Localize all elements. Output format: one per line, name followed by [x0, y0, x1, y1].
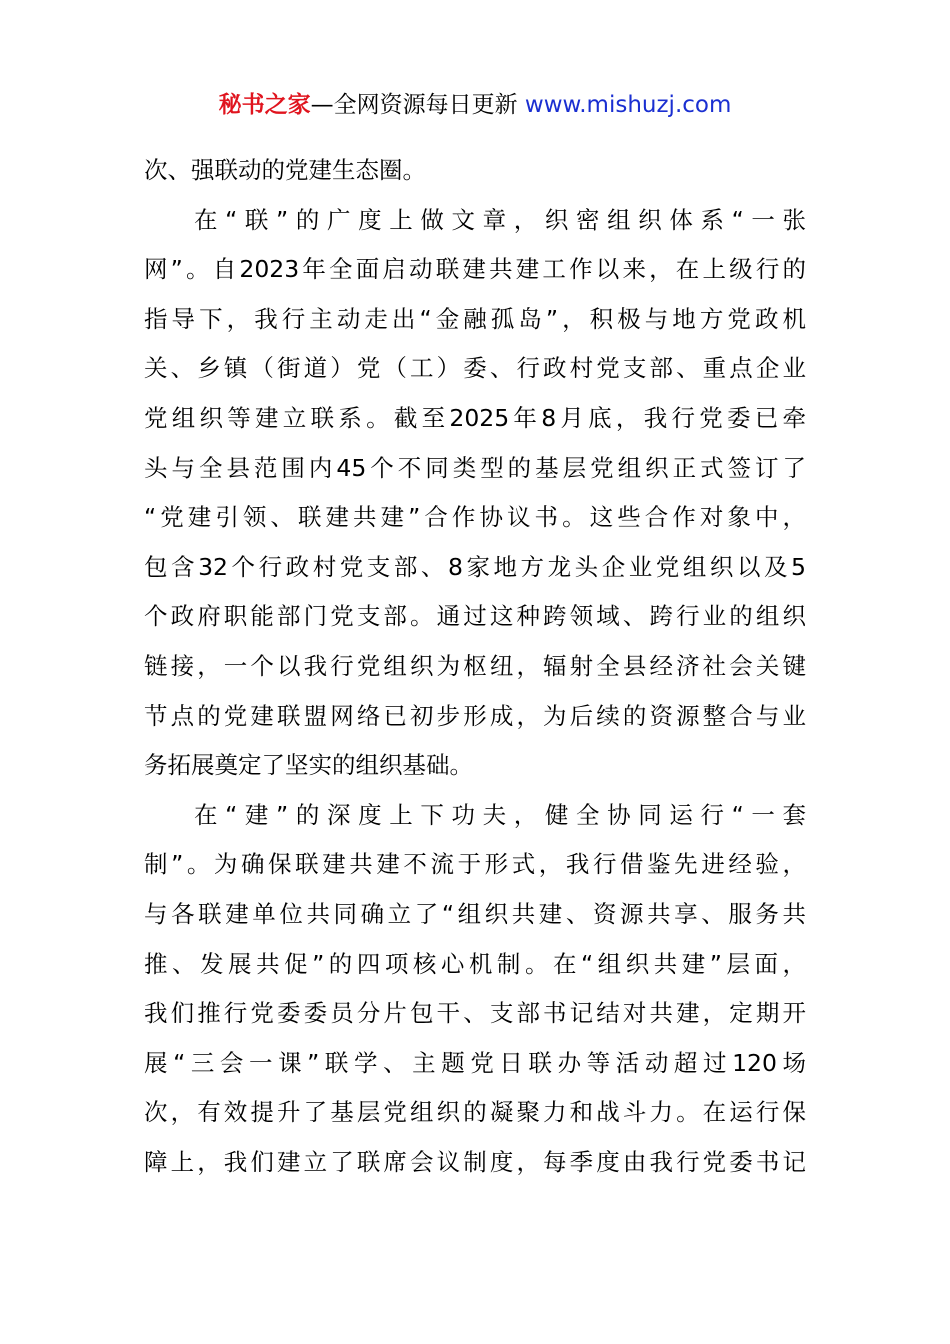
text-line: 次，有效提升了基层党组织的凝聚力和战斗力。在运行保 [144, 1098, 806, 1127]
text-line: 个政府职能部门党支部。通过这种跨领域、跨行业的组织 [144, 602, 806, 631]
text-line: 指导下，我行主动走出“金融孤岛”，积极与地方党政机 [144, 304, 806, 333]
header-tagline: —全网资源每日更新 [310, 92, 525, 118]
text-line: 包含32个行政村党支部、8家地方龙头企业党组织以及5 [144, 552, 806, 581]
text-line: 节点的党建联盟网络已初步形成，为后续的资源整合与业 [144, 701, 806, 730]
paragraph-start-line: 在“联”的广度上做文章，织密组织体系“一张 [194, 205, 806, 234]
text-line: 障上，我们建立了联席会议制度，每季度由我行党委书记 [144, 1147, 806, 1176]
text-line: 次、强联动的党建生态圈。 [144, 156, 426, 184]
text-line: 链接，一个以我行党组织为枢纽，辐射全县经济社会关键 [144, 651, 806, 680]
site-url-link[interactable]: www.mishuzj.com [524, 92, 732, 118]
text-line: 网”。自2023年全面启动联建共建工作以来，在上级行的 [144, 255, 806, 284]
text-line: 我们推行党委委员分片包干、支部书记结对共建，定期开 [144, 999, 806, 1028]
text-line: 展“三会一课”联学、主题党日联办等活动超过120场 [144, 1048, 806, 1077]
text-line: 关、乡镇（街道）党（工）委、行政村党支部、重点企业 [144, 354, 806, 383]
text-line: 推、发展共促”的四项核心机制。在“组织共建”层面， [144, 949, 806, 978]
text-line: 务拓展奠定了坚实的组织基础。 [144, 751, 473, 780]
text-line: 头与全县范围内45个不同类型的基层党组织正式签订了 [144, 453, 806, 482]
text-line: 党组织等建立联系。截至2025年8月底，我行党委已牵 [144, 403, 806, 432]
text-line: “党建引领、联建共建”合作协议书。这些合作对象中， [144, 503, 806, 532]
brand-name: 秘书之家 [218, 92, 311, 118]
text-line: 与各联建单位共同确立了“组织共建、资源共享、服务共 [144, 899, 806, 928]
paragraph-start-line: 在“建”的深度上下功夫，健全协同运行“一套 [194, 800, 806, 829]
page-header [0, 88, 950, 122]
document-body [144, 146, 806, 1187]
text-line: 制”。为确保联建共建不流于形式，我行借鉴先进经验， [144, 850, 806, 879]
